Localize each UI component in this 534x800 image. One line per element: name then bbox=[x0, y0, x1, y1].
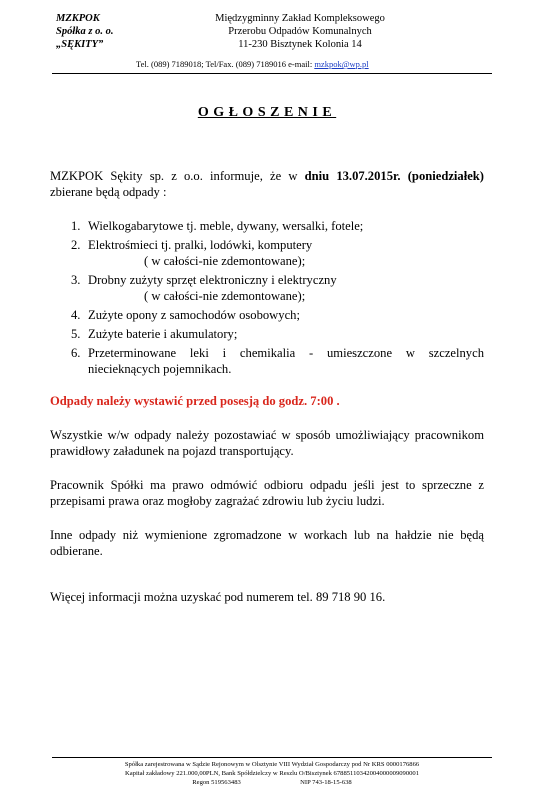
org-name-line2: Przerobu Odpadów Komunalnych bbox=[228, 26, 372, 37]
waste-list bbox=[50, 218, 484, 377]
header-contact-line bbox=[136, 59, 369, 69]
header-divider bbox=[52, 73, 492, 74]
list-item: 1. Wielkogabarytowe tj. meble, dywany, wersalki, fotele; bbox=[71, 219, 364, 233]
org-name-line1: Międzygminny Zakład Kompleksowego bbox=[215, 13, 385, 24]
document-body bbox=[50, 168, 484, 605]
intro-paragraph bbox=[50, 168, 484, 200]
footer-capital-bank: Kapitał zakładowy 221.000,00PLN, Bank Spółdzielczy w Reszlu O/Bisztynek 67885110342004000009090001 bbox=[124, 770, 420, 777]
list-item: 6. Przeterminowane leki i chemikalia - umieszczone w szczelnych niecieknących pojemnikach. bbox=[71, 346, 484, 376]
list-item: 5. Zużyte baterie i akumulatory; bbox=[71, 327, 238, 341]
info-contact-paragraph: Więcej informacji można uzyskać pod numerem tel. 89 718 90 16. bbox=[50, 590, 386, 604]
phone-fax-text: Tel. (089) 7189018; Tel/Fax. (089) 7189016 e-mail: bbox=[136, 59, 315, 69]
email-link[interactable]: mzkpok@wp.pl bbox=[314, 59, 369, 69]
document-title: OGŁOSZENIE bbox=[197, 105, 337, 120]
company-alias: „SĘKITY” bbox=[56, 39, 104, 50]
paragraph-excluded: Inne odpady niż wymienione zgromadzone w workach lub na hałdzie nie będą odbierane. bbox=[50, 528, 484, 558]
header-company-block bbox=[56, 12, 113, 51]
collection-time-notice: Odpady należy wystawić przed posesją do godz. 7:00 . bbox=[50, 394, 340, 408]
org-address: 11-230 Bisztynek Kolonia 14 bbox=[238, 39, 362, 50]
header-organization-block bbox=[120, 12, 480, 51]
footer-registration: Spółka zarejestrowana w Sądzie Rejonowym w Olsztynie VIII Wydział Gospodarczy pod Nr KRS 0000176866 bbox=[124, 761, 420, 768]
paragraph-handling: Wszystkie w/w odpady należy pozostawiać w sposób umożliwiający pracownikom prawidłowy załadunek na pojazd transportujący. bbox=[50, 428, 484, 458]
footer-block bbox=[52, 760, 492, 787]
collection-date: dniu 13.07.2015r. (poniedziałek) bbox=[304, 169, 485, 183]
intro-text-start: MZKPOK Sękity sp. z o.o. informuje, że w bbox=[50, 169, 305, 183]
paragraph-refusal: Pracownik Spółki ma prawo odmówić odbioru odpadu jeśli jest to sprzeczne z przepisami prawa oraz mogłoby zagrażać zdrowiu lub życiu ludzi. bbox=[50, 478, 484, 508]
footer-ids bbox=[52, 778, 492, 787]
footer-divider bbox=[52, 757, 492, 758]
list-item: 2. Elektrośmieci tj. pralki, lodówki, komputery ( w całości-nie zdemontowane); bbox=[71, 238, 313, 268]
company-short-name: MZKPOK bbox=[56, 13, 100, 24]
footer-nip: NIP 743-18-15-638 bbox=[300, 779, 352, 786]
list-item: 4. Zużyte opony z samochodów osobowych; bbox=[71, 308, 300, 322]
company-legal-form: Spółka z o. o. bbox=[56, 26, 114, 37]
intro-text-end: zbierane będą odpady : bbox=[50, 185, 167, 199]
footer-regon: Regon 519563483 bbox=[192, 779, 241, 786]
list-item: 3. Drobny zużyty sprzęt elektroniczny i elektryczny ( w całości-nie zdemontowane); bbox=[71, 273, 337, 303]
